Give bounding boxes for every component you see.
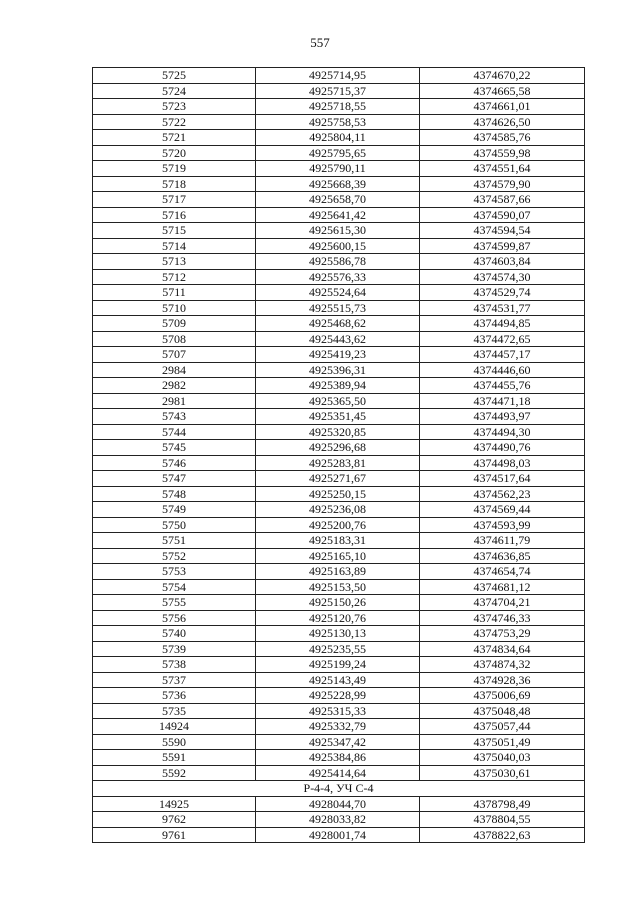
y-coordinate-cell: 4374834,64 xyxy=(420,641,585,657)
y-coordinate-cell: 4374746,33 xyxy=(420,610,585,626)
table-row xyxy=(93,393,585,409)
table-row xyxy=(93,471,585,487)
x-coordinate-cell: 4925641,42 xyxy=(256,207,420,223)
x-coordinate-cell: 4925658,70 xyxy=(256,192,420,208)
y-coordinate-cell: 4374457,17 xyxy=(420,347,585,363)
point-number-cell: 9761 xyxy=(93,827,256,843)
x-coordinate-cell: 4925790,11 xyxy=(256,161,420,177)
point-number-cell: 5722 xyxy=(93,114,256,130)
x-coordinate-cell: 4925320,85 xyxy=(256,424,420,440)
point-number-cell: 5714 xyxy=(93,238,256,254)
table-row xyxy=(93,688,585,704)
y-coordinate-cell: 4374928,36 xyxy=(420,672,585,688)
x-coordinate-cell: 4925443,62 xyxy=(256,331,420,347)
table-row xyxy=(93,533,585,549)
table-row xyxy=(93,285,585,301)
section-header-row xyxy=(93,781,585,797)
point-number-cell: 5739 xyxy=(93,641,256,657)
y-coordinate-cell: 4374670,22 xyxy=(420,68,585,84)
x-coordinate-cell: 4928033,82 xyxy=(256,812,420,828)
table-row xyxy=(93,161,585,177)
y-coordinate-cell: 4374626,50 xyxy=(420,114,585,130)
point-number-cell: 5725 xyxy=(93,68,256,84)
point-number-cell: 5737 xyxy=(93,672,256,688)
x-coordinate-cell: 4925143,49 xyxy=(256,672,420,688)
point-number-cell: 5749 xyxy=(93,502,256,518)
point-number-cell: 5715 xyxy=(93,223,256,239)
x-coordinate-cell: 4925524,64 xyxy=(256,285,420,301)
y-coordinate-cell: 4374636,85 xyxy=(420,548,585,564)
x-coordinate-cell: 4925600,15 xyxy=(256,238,420,254)
x-coordinate-cell: 4925758,53 xyxy=(256,114,420,130)
table-row xyxy=(93,238,585,254)
x-coordinate-cell: 4925468,62 xyxy=(256,316,420,332)
point-number-cell: 5713 xyxy=(93,254,256,270)
point-number-cell: 5707 xyxy=(93,347,256,363)
section-title: Р-4-4, УЧ С-4 xyxy=(93,781,585,797)
table-row xyxy=(93,99,585,115)
point-number-cell: 5747 xyxy=(93,471,256,487)
table-row xyxy=(93,269,585,285)
table-row xyxy=(93,83,585,99)
point-number-cell: 5744 xyxy=(93,424,256,440)
x-coordinate-cell: 4925396,31 xyxy=(256,362,420,378)
point-number-cell: 5750 xyxy=(93,517,256,533)
x-coordinate-cell: 4925199,24 xyxy=(256,657,420,673)
x-coordinate-cell: 4925120,76 xyxy=(256,610,420,626)
point-number-cell: 14924 xyxy=(93,719,256,735)
table-row xyxy=(93,362,585,378)
table-row xyxy=(93,641,585,657)
y-coordinate-cell: 4374529,74 xyxy=(420,285,585,301)
point-number-cell: 2984 xyxy=(93,362,256,378)
y-coordinate-cell: 4374753,29 xyxy=(420,626,585,642)
point-number-cell: 5720 xyxy=(93,145,256,161)
point-number-cell: 5712 xyxy=(93,269,256,285)
point-number-cell: 5590 xyxy=(93,734,256,750)
y-coordinate-cell: 4374569,44 xyxy=(420,502,585,518)
table-row xyxy=(93,316,585,332)
x-coordinate-cell: 4925200,76 xyxy=(256,517,420,533)
table-row xyxy=(93,378,585,394)
table-row xyxy=(93,657,585,673)
point-number-cell: 5740 xyxy=(93,626,256,642)
table-row xyxy=(93,424,585,440)
y-coordinate-cell: 4374579,90 xyxy=(420,176,585,192)
x-coordinate-cell: 4925714,95 xyxy=(256,68,420,84)
y-coordinate-cell: 4374574,30 xyxy=(420,269,585,285)
point-number-cell: 2982 xyxy=(93,378,256,394)
table-row xyxy=(93,114,585,130)
page-number: 557 xyxy=(310,35,330,50)
point-number-cell: 5745 xyxy=(93,440,256,456)
x-coordinate-cell: 4925718,55 xyxy=(256,99,420,115)
point-number-cell: 5592 xyxy=(93,765,256,781)
point-number-cell: 5756 xyxy=(93,610,256,626)
y-coordinate-cell: 4374494,85 xyxy=(420,316,585,332)
x-coordinate-cell: 4928044,70 xyxy=(256,796,420,812)
table-row xyxy=(93,254,585,270)
point-number-cell: 5736 xyxy=(93,688,256,704)
y-coordinate-cell: 4374531,77 xyxy=(420,300,585,316)
x-coordinate-cell: 4925586,78 xyxy=(256,254,420,270)
point-number-cell: 5755 xyxy=(93,595,256,611)
table-row xyxy=(93,409,585,425)
y-coordinate-cell: 4374593,99 xyxy=(420,517,585,533)
y-coordinate-cell: 4374665,58 xyxy=(420,83,585,99)
x-coordinate-cell: 4925283,81 xyxy=(256,455,420,471)
y-coordinate-cell: 4375048,48 xyxy=(420,703,585,719)
y-coordinate-cell: 4375040,03 xyxy=(420,750,585,766)
x-coordinate-cell: 4925163,89 xyxy=(256,564,420,580)
y-coordinate-cell: 4374611,79 xyxy=(420,533,585,549)
x-coordinate-cell: 4925389,94 xyxy=(256,378,420,394)
x-coordinate-cell: 4925150,26 xyxy=(256,595,420,611)
point-number-cell: 5724 xyxy=(93,83,256,99)
point-number-cell: 5738 xyxy=(93,657,256,673)
x-coordinate-cell: 4925795,65 xyxy=(256,145,420,161)
x-coordinate-cell: 4925804,11 xyxy=(256,130,420,146)
x-coordinate-cell: 4925615,30 xyxy=(256,223,420,239)
y-coordinate-cell: 4374585,76 xyxy=(420,130,585,146)
table-row xyxy=(93,207,585,223)
table-row xyxy=(93,223,585,239)
table-row xyxy=(93,719,585,735)
point-number-cell: 5711 xyxy=(93,285,256,301)
y-coordinate-cell: 4374562,23 xyxy=(420,486,585,502)
y-coordinate-cell: 4374654,74 xyxy=(420,564,585,580)
table-row xyxy=(93,517,585,533)
table-row xyxy=(93,765,585,781)
table-row xyxy=(93,130,585,146)
table-row xyxy=(93,347,585,363)
x-coordinate-cell: 4925715,37 xyxy=(256,83,420,99)
x-coordinate-cell: 4925668,39 xyxy=(256,176,420,192)
y-coordinate-cell: 4374603,84 xyxy=(420,254,585,270)
table-row xyxy=(93,548,585,564)
y-coordinate-cell: 4374493,97 xyxy=(420,409,585,425)
y-coordinate-cell: 4374446,60 xyxy=(420,362,585,378)
y-coordinate-cell: 4375030,61 xyxy=(420,765,585,781)
x-coordinate-cell: 4925236,08 xyxy=(256,502,420,518)
point-number-cell: 5591 xyxy=(93,750,256,766)
y-coordinate-cell: 4375051,49 xyxy=(420,734,585,750)
table-row xyxy=(93,734,585,750)
x-coordinate-cell: 4925384,86 xyxy=(256,750,420,766)
x-coordinate-cell: 4925515,73 xyxy=(256,300,420,316)
table-row xyxy=(93,564,585,580)
x-coordinate-cell: 4925271,67 xyxy=(256,471,420,487)
y-coordinate-cell: 4374472,65 xyxy=(420,331,585,347)
y-coordinate-cell: 4374498,03 xyxy=(420,455,585,471)
table-row xyxy=(93,626,585,642)
point-number-cell: 2981 xyxy=(93,393,256,409)
table-row xyxy=(93,502,585,518)
x-coordinate-cell: 4925347,42 xyxy=(256,734,420,750)
table-row xyxy=(93,440,585,456)
x-coordinate-cell: 4925414,64 xyxy=(256,765,420,781)
point-number-cell: 5746 xyxy=(93,455,256,471)
coordinates-table xyxy=(92,67,585,843)
x-coordinate-cell: 4925351,45 xyxy=(256,409,420,425)
x-coordinate-cell: 4925365,50 xyxy=(256,393,420,409)
y-coordinate-cell: 4378804,55 xyxy=(420,812,585,828)
y-coordinate-cell: 4374590,07 xyxy=(420,207,585,223)
x-coordinate-cell: 4925332,79 xyxy=(256,719,420,735)
x-coordinate-cell: 4925576,33 xyxy=(256,269,420,285)
y-coordinate-cell: 4374490,76 xyxy=(420,440,585,456)
point-number-cell: 5718 xyxy=(93,176,256,192)
point-number-cell: 5716 xyxy=(93,207,256,223)
table-row xyxy=(93,595,585,611)
y-coordinate-cell: 4378798,49 xyxy=(420,796,585,812)
x-coordinate-cell: 4928001,74 xyxy=(256,827,420,843)
y-coordinate-cell: 4375057,44 xyxy=(420,719,585,735)
point-number-cell: 5708 xyxy=(93,331,256,347)
y-coordinate-cell: 4374681,12 xyxy=(420,579,585,595)
table-row xyxy=(93,703,585,719)
table-row xyxy=(93,796,585,812)
coordinates-table-body xyxy=(93,68,585,843)
point-number-cell: 14925 xyxy=(93,796,256,812)
y-coordinate-cell: 4374594,54 xyxy=(420,223,585,239)
table-row xyxy=(93,750,585,766)
y-coordinate-cell: 4374874,32 xyxy=(420,657,585,673)
y-coordinate-cell: 4374455,76 xyxy=(420,378,585,394)
table-row xyxy=(93,455,585,471)
point-number-cell: 5709 xyxy=(93,316,256,332)
table-row xyxy=(93,192,585,208)
table-row xyxy=(93,827,585,843)
point-number-cell: 5710 xyxy=(93,300,256,316)
point-number-cell: 5748 xyxy=(93,486,256,502)
point-number-cell: 5717 xyxy=(93,192,256,208)
y-coordinate-cell: 4374587,66 xyxy=(420,192,585,208)
x-coordinate-cell: 4925419,23 xyxy=(256,347,420,363)
y-coordinate-cell: 4374559,98 xyxy=(420,145,585,161)
y-coordinate-cell: 4374599,87 xyxy=(420,238,585,254)
y-coordinate-cell: 4375006,69 xyxy=(420,688,585,704)
y-coordinate-cell: 4374661,01 xyxy=(420,99,585,115)
point-number-cell: 5752 xyxy=(93,548,256,564)
table-row xyxy=(93,300,585,316)
x-coordinate-cell: 4925296,68 xyxy=(256,440,420,456)
x-coordinate-cell: 4925153,50 xyxy=(256,579,420,595)
table-row xyxy=(93,672,585,688)
table-row xyxy=(93,176,585,192)
x-coordinate-cell: 4925315,33 xyxy=(256,703,420,719)
point-number-cell: 5721 xyxy=(93,130,256,146)
point-number-cell: 5723 xyxy=(93,99,256,115)
table-row xyxy=(93,579,585,595)
x-coordinate-cell: 4925235,55 xyxy=(256,641,420,657)
x-coordinate-cell: 4925250,15 xyxy=(256,486,420,502)
x-coordinate-cell: 4925228,99 xyxy=(256,688,420,704)
point-number-cell: 5719 xyxy=(93,161,256,177)
point-number-cell: 5735 xyxy=(93,703,256,719)
table-row xyxy=(93,610,585,626)
y-coordinate-cell: 4374471,18 xyxy=(420,393,585,409)
y-coordinate-cell: 4374704,21 xyxy=(420,595,585,611)
table-row xyxy=(93,486,585,502)
table-row xyxy=(93,68,585,84)
point-number-cell: 5753 xyxy=(93,564,256,580)
y-coordinate-cell: 4378822,63 xyxy=(420,827,585,843)
point-number-cell: 5754 xyxy=(93,579,256,595)
table-row xyxy=(93,145,585,161)
point-number-cell: 9762 xyxy=(93,812,256,828)
point-number-cell: 5751 xyxy=(93,533,256,549)
y-coordinate-cell: 4374494,30 xyxy=(420,424,585,440)
table-row xyxy=(93,812,585,828)
point-number-cell: 5743 xyxy=(93,409,256,425)
y-coordinate-cell: 4374551,64 xyxy=(420,161,585,177)
x-coordinate-cell: 4925165,10 xyxy=(256,548,420,564)
x-coordinate-cell: 4925183,31 xyxy=(256,533,420,549)
x-coordinate-cell: 4925130,13 xyxy=(256,626,420,642)
table-row xyxy=(93,331,585,347)
y-coordinate-cell: 4374517,64 xyxy=(420,471,585,487)
